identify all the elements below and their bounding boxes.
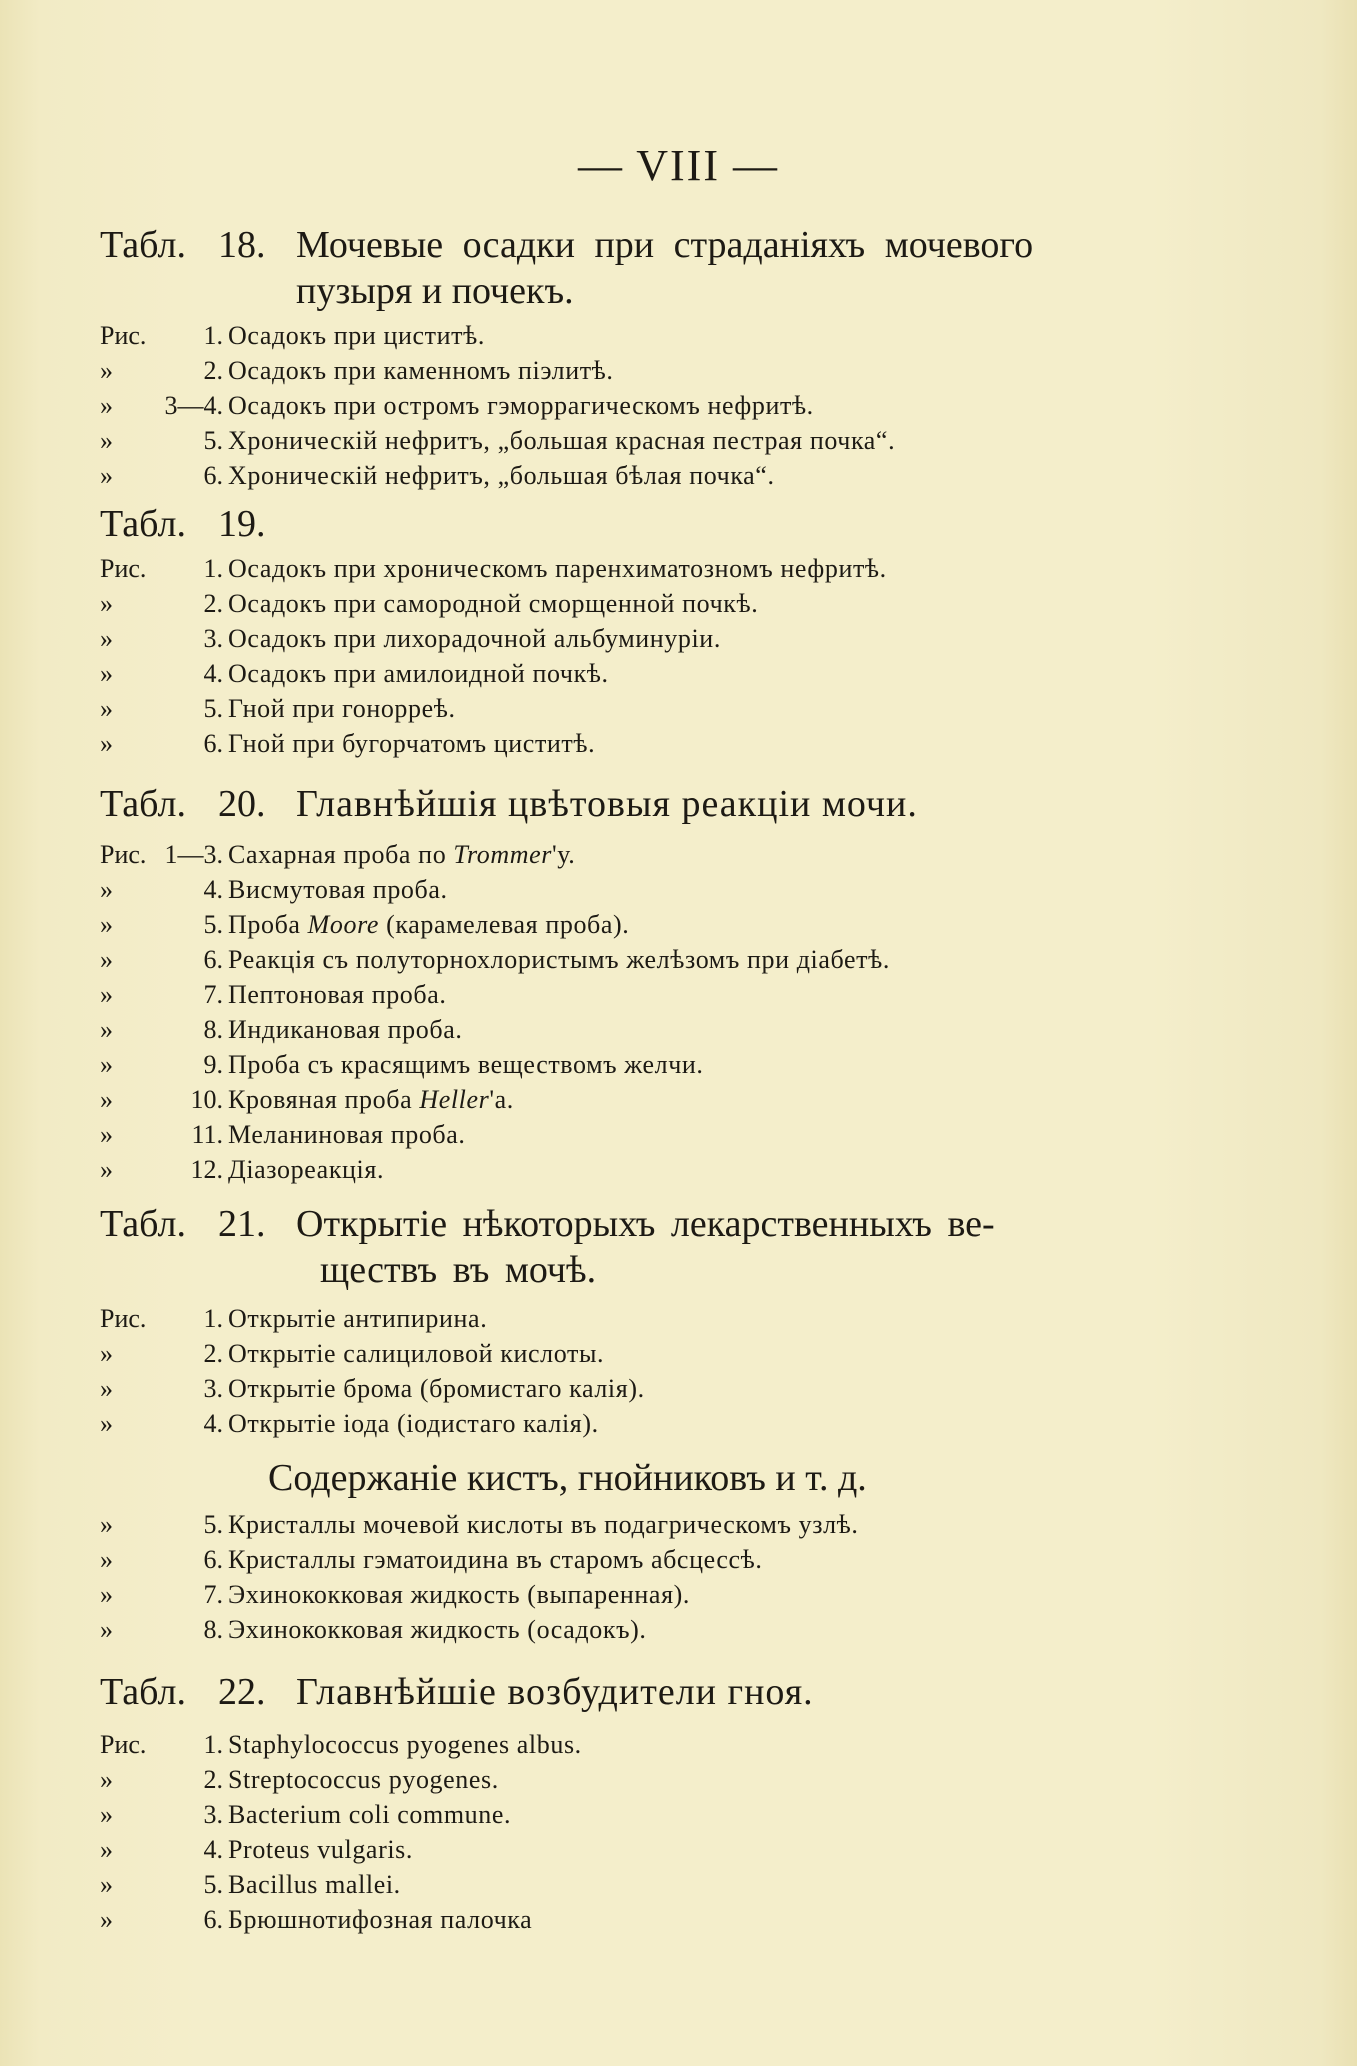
- figure-caption: Брюшнотифозная палочка: [228, 1905, 533, 1934]
- list-item: [100, 1371, 1180, 1406]
- figure-prefix: »: [100, 694, 113, 723]
- subsection-heading: Содержаніе кистъ, гнойниковъ и т. д.: [268, 1457, 867, 1499]
- figure-caption: Висмутовая проба.: [228, 875, 448, 904]
- figure-prefix: »: [100, 1545, 113, 1574]
- figure-number: 8.: [203, 1615, 223, 1644]
- figure-prefix: »: [100, 1015, 113, 1044]
- caption-author: Moore: [307, 910, 380, 939]
- figure-number: 6.: [203, 1905, 223, 1934]
- list-item: [100, 872, 1180, 907]
- figure-prefix: »: [100, 1339, 113, 1368]
- figure-caption: Открытіе іода (іодистаго калія).: [228, 1409, 599, 1438]
- figure-caption: Осадокъ при хроническомъ паренхиматозномъ нефритѣ.: [228, 554, 887, 583]
- table-title: Открытіе нѣкоторыхъ лекарственныхъ ве-: [296, 1203, 995, 1245]
- list-item: [100, 458, 1180, 493]
- table-title-continuation: пузыря и почекъ.: [296, 270, 574, 312]
- figure-list-21: [100, 1301, 1180, 1441]
- figure-number: 3.: [203, 1374, 223, 1403]
- figure-prefix: »: [100, 1765, 113, 1794]
- figure-caption: Streptococcus pyogenes.: [228, 1765, 499, 1794]
- list-item: [100, 1507, 1180, 1542]
- figure-prefix: »: [100, 1050, 113, 1079]
- figure-caption: Staphylococcus pyogenes albus.: [228, 1730, 582, 1759]
- list-item: [100, 656, 1180, 691]
- caption-text: Проба: [228, 910, 308, 939]
- caption-author: Trommer: [453, 840, 552, 869]
- list-item: [100, 1406, 1180, 1441]
- list-item: [100, 1117, 1180, 1152]
- figure-list-21-contents: [100, 1507, 1180, 1647]
- figure-caption: Проба съ красящимъ веществомъ желчи.: [228, 1050, 704, 1079]
- caption-suffix: 'у.: [551, 840, 576, 869]
- list-item: [100, 691, 1180, 726]
- figure-number: 12.: [190, 1155, 223, 1184]
- table-label: Табл.: [100, 1203, 186, 1245]
- figure-prefix: »: [100, 1800, 113, 1829]
- figure-caption: Меланиновая проба.: [228, 1120, 466, 1149]
- figure-caption: Кристаллы гэматоидина въ старомъ абсцессѣ.: [228, 1545, 763, 1574]
- list-item: [100, 1082, 1180, 1117]
- figure-prefix: »: [100, 391, 113, 420]
- figure-prefix: »: [100, 356, 113, 385]
- figure-prefix: »: [100, 1905, 113, 1934]
- list-item: [100, 388, 1180, 423]
- list-item: [100, 621, 1180, 656]
- table-number: 21.: [218, 1203, 266, 1245]
- caption-text: Сахарная проба по: [228, 840, 454, 869]
- figure-number: 5.: [203, 910, 223, 939]
- figure-prefix: »: [100, 1615, 113, 1644]
- list-item: [100, 977, 1180, 1012]
- figure-caption: Индикановая проба.: [228, 1015, 463, 1044]
- figure-number: 8.: [203, 1015, 223, 1044]
- figure-caption: Гной при гонорреѣ.: [228, 694, 456, 723]
- table-number: 22.: [218, 1671, 266, 1713]
- figure-number: 3—4.: [164, 391, 223, 420]
- caption-author: Heller: [419, 1085, 490, 1114]
- figure-list-19: [100, 551, 1180, 761]
- figure-number: 2.: [203, 356, 223, 385]
- figure-number: 3.: [203, 624, 223, 653]
- figure-number: 1.: [203, 554, 223, 583]
- table-heading-21: [100, 1201, 1180, 1293]
- figure-prefix: »: [100, 659, 113, 688]
- figure-number: 9.: [203, 1050, 223, 1079]
- figure-caption: Пептоновая проба.: [228, 980, 447, 1009]
- table-title: Главнѣйшіе возбудители гноя.: [296, 1671, 814, 1713]
- figure-prefix: »: [100, 1374, 113, 1403]
- table-label: Табл.: [100, 503, 186, 545]
- figure-prefix: »: [100, 1870, 113, 1899]
- list-item: [100, 1797, 1180, 1832]
- figure-caption: Діазореакція.: [228, 1155, 385, 1184]
- caption-suffix: (карамелевая проба).: [379, 910, 630, 939]
- figure-prefix: »: [100, 1835, 113, 1864]
- figure-caption: Осадокъ при циститѣ.: [228, 321, 485, 350]
- figure-number: 4.: [203, 1409, 223, 1438]
- figure-caption: Bacterium coli commune.: [228, 1800, 512, 1829]
- caption-suffix: 'а.: [489, 1085, 514, 1114]
- figure-prefix: Рис.: [100, 840, 147, 869]
- figure-caption: Эхинококковая жидкость (выпаренная).: [228, 1580, 690, 1609]
- list-item: [100, 1902, 1180, 1937]
- table-title-continuation: ществъ въ мочѣ.: [320, 1249, 597, 1291]
- figure-caption: Открытіе антипирина.: [228, 1304, 488, 1333]
- figure-number: 1.: [203, 1730, 223, 1759]
- figure-number: 5.: [203, 1870, 223, 1899]
- figure-prefix: »: [100, 461, 113, 490]
- figure-number: 2.: [203, 589, 223, 618]
- figure-caption: Реакція съ полуторнохлористымъ желѣзомъ при діабетѣ.: [228, 945, 890, 974]
- figure-prefix: Рис.: [100, 321, 147, 350]
- table-number: 19.: [218, 503, 266, 545]
- figure-caption: [228, 907, 629, 942]
- figure-prefix: »: [100, 1120, 113, 1149]
- list-item: [100, 726, 1180, 761]
- list-item: [100, 423, 1180, 458]
- figure-list-20: [100, 837, 1180, 1187]
- list-item: [100, 318, 1180, 353]
- figure-prefix: Рис.: [100, 1730, 147, 1759]
- figure-caption: Хроническій нефритъ, „большая бѣлая почка“.: [228, 461, 775, 490]
- figure-prefix: »: [100, 1409, 113, 1438]
- figure-caption: Proteus vulgaris.: [228, 1835, 413, 1864]
- figure-caption: Хроническій нефритъ, „большая красная пестрая почка“.: [228, 426, 896, 455]
- figure-number: 6.: [203, 945, 223, 974]
- figure-caption: Осадокъ при лихорадочной альбуминуріи.: [228, 624, 721, 653]
- list-item: [100, 1832, 1180, 1867]
- figure-caption: Осадокъ при самородной сморщенной почкѣ.: [228, 589, 759, 618]
- list-item: [100, 1577, 1180, 1612]
- figure-prefix: »: [100, 589, 113, 618]
- list-item: [100, 1612, 1180, 1647]
- list-item: [100, 586, 1180, 621]
- table-number: 18.: [218, 224, 266, 266]
- figure-number: 5.: [203, 694, 223, 723]
- figure-number: 6.: [203, 729, 223, 758]
- list-item: [100, 1047, 1180, 1082]
- figure-caption: Осадокъ при амилоидной почкѣ.: [228, 659, 609, 688]
- table-of-plates: [100, 222, 1180, 1937]
- figure-caption: Эхинококковая жидкость (осадокъ).: [228, 1615, 647, 1644]
- table-number: 20.: [218, 783, 266, 825]
- figure-prefix: »: [100, 426, 113, 455]
- figure-number: 1.: [203, 321, 223, 350]
- figure-number: 5.: [203, 1510, 223, 1539]
- list-item: [100, 1727, 1180, 1762]
- table-heading-18: [100, 222, 1180, 314]
- figure-caption: Bacillus mallei.: [228, 1870, 401, 1899]
- list-item: [100, 942, 1180, 977]
- table-heading-22: [100, 1669, 1180, 1715]
- figure-number: 5.: [203, 426, 223, 455]
- list-item: [100, 1336, 1180, 1371]
- figure-number: 3.: [203, 1800, 223, 1829]
- figure-list-18: [100, 318, 1180, 493]
- figure-prefix: »: [100, 1085, 113, 1114]
- figure-caption: Открытіе салициловой кислоты.: [228, 1339, 605, 1368]
- list-item: [100, 907, 1180, 942]
- figure-number: 4.: [203, 875, 223, 904]
- table-heading-20: [100, 781, 1180, 827]
- figure-number: 7.: [203, 1580, 223, 1609]
- figure-number: 1.: [203, 1304, 223, 1333]
- figure-prefix: »: [100, 1580, 113, 1609]
- table-heading-19: [100, 501, 1180, 547]
- caption-text: Кровяная проба: [228, 1085, 420, 1114]
- list-item: [100, 1762, 1180, 1797]
- figure-caption: Осадокъ при каменномъ піэлитѣ.: [228, 356, 614, 385]
- list-item: [100, 837, 1180, 872]
- figure-number: 10.: [190, 1085, 223, 1114]
- figure-caption: [228, 837, 575, 872]
- figure-caption: Гной при бугорчатомъ циститѣ.: [228, 729, 596, 758]
- table-label: Табл.: [100, 224, 186, 266]
- figure-prefix: »: [100, 624, 113, 653]
- figure-number: 6.: [203, 1545, 223, 1574]
- figure-number: 7.: [203, 980, 223, 1009]
- list-item: [100, 551, 1180, 586]
- figure-number: 6.: [203, 461, 223, 490]
- table-title: Главнѣйшія цвѣтовыя реакціи мочи.: [296, 783, 918, 825]
- figure-caption: Кристаллы мочевой кислоты въ подагрическомъ узлѣ.: [228, 1510, 859, 1539]
- figure-prefix: »: [100, 1155, 113, 1184]
- figure-prefix: »: [100, 1510, 113, 1539]
- figure-number: 4.: [203, 659, 223, 688]
- figure-number: 4.: [203, 1835, 223, 1864]
- figure-prefix: Рис.: [100, 554, 147, 583]
- figure-number: 2.: [203, 1339, 223, 1368]
- page-number: — VIII —: [578, 141, 779, 190]
- figure-caption: Осадокъ при остромъ гэморрагическомъ нефритѣ.: [228, 391, 814, 420]
- list-item: [100, 1301, 1180, 1336]
- figure-caption: [228, 1082, 514, 1117]
- figure-number: 11.: [191, 1120, 223, 1149]
- figure-prefix: »: [100, 980, 113, 1009]
- figure-caption: Открытіе брома (бромистаго калія).: [228, 1374, 645, 1403]
- figure-prefix: »: [100, 875, 113, 904]
- table-label: Табл.: [100, 783, 186, 825]
- figure-prefix: »: [100, 945, 113, 974]
- table-label: Табл.: [100, 1671, 186, 1713]
- list-item: [100, 1542, 1180, 1577]
- figure-number: 2.: [203, 1765, 223, 1794]
- list-item: [100, 1152, 1180, 1187]
- figure-prefix: »: [100, 910, 113, 939]
- list-item: [100, 1012, 1180, 1047]
- figure-number: 1—3.: [164, 840, 223, 869]
- figure-prefix: »: [100, 729, 113, 758]
- figure-prefix: Рис.: [100, 1304, 147, 1333]
- list-item: [100, 353, 1180, 388]
- table-title: Мочевые осадки при страданіяхъ мочевого: [296, 224, 1034, 266]
- list-item: [100, 1867, 1180, 1902]
- figure-list-22: [100, 1727, 1180, 1937]
